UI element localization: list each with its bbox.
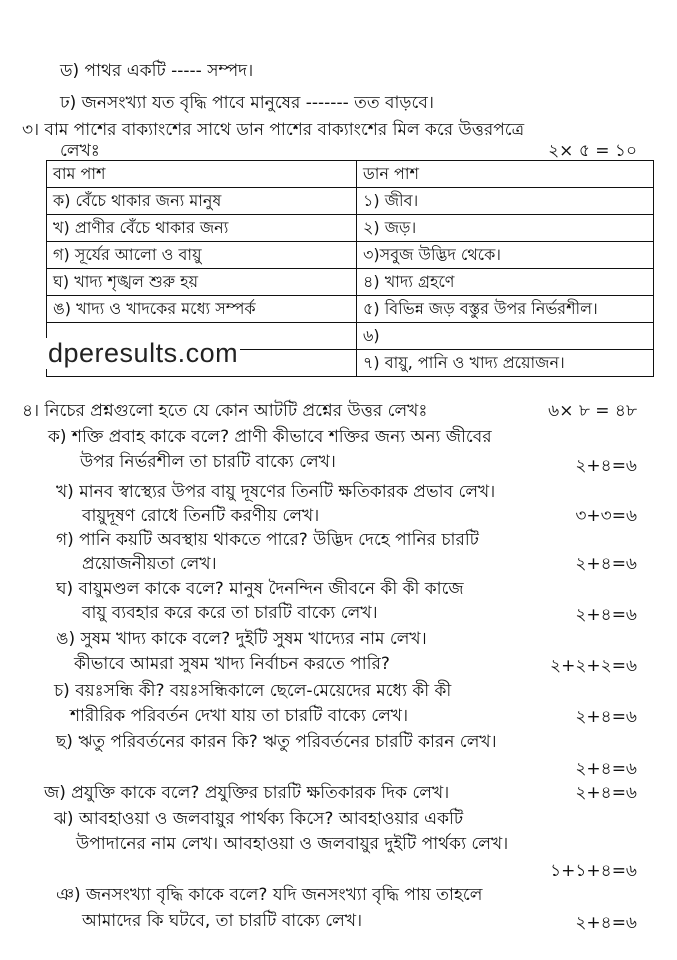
item-dda: ড) পাথর একটি ----- সম্পদ। bbox=[60, 61, 254, 81]
table-header-row bbox=[47, 161, 654, 188]
left-cell: ঘ) খাদ্য শৃঙ্খল শুরু হয় bbox=[47, 269, 357, 296]
right-cell: ৭) বায়ু, পানি ও খাদ্য প্রয়োজন। bbox=[357, 350, 654, 377]
table-row bbox=[47, 296, 654, 323]
q4-item-line1: জ) প্রযুক্তি কাকে বলে? প্রযুক্তির চারটি ক্ষতিকারক দিক লেখ। bbox=[44, 783, 450, 803]
q4-heading: ৪। নিচের প্রশ্নগুলো হতে যে কোন আটটি প্রশ্নের উত্তর লেখঃ bbox=[22, 401, 428, 421]
q4-item-line2: উপর নির্ভরশীল তা চারটি বাক্যে লেখ। bbox=[80, 452, 336, 472]
q4-item-marks: ২+৪=৬ bbox=[575, 554, 637, 574]
right-cell: ৫) বিভিন্ন জড় বস্তুর উপর নির্ভরশীল। bbox=[357, 296, 654, 323]
q4-item-marks: ৩+৩=৬ bbox=[575, 506, 637, 526]
q4-item-line1: ক) শক্তি প্রবাহ কাকে বলে? প্রাণী কীভাবে শক্তির জন্য অন্য জীবের bbox=[48, 427, 492, 447]
right-cell: ৬) bbox=[357, 323, 654, 350]
header-left: বাম পাশ bbox=[47, 161, 357, 188]
q4-item-marks: ২+২+২=৬ bbox=[550, 656, 637, 676]
q3-heading-line2: লেখঃ bbox=[60, 141, 100, 161]
left-cell: গ) সূর্যের আলো ও বায়ু bbox=[47, 242, 357, 269]
q4-item-line2: আমাদের কি ঘটবে, তা চারটি বাক্যে লেখ। bbox=[82, 911, 363, 931]
table-row bbox=[47, 215, 654, 242]
q4-item-marks: ২+৪=৬ bbox=[575, 759, 637, 779]
q4-item-marks: ২+৪=৬ bbox=[575, 913, 637, 933]
q4-item-marks: ১+১+৪=৬ bbox=[550, 861, 637, 881]
left-cell: খ) প্রাণীর বেঁচে থাকার জন্য bbox=[47, 215, 357, 242]
left-cell: ঙ) খাদ্য ও খাদকের মধ্যে সম্পর্ক bbox=[47, 296, 357, 323]
q4-item-line2: শারীরিক পরিবর্তন দেখা যায় তা চারটি বাক্যে লেখ। bbox=[70, 706, 409, 726]
q3-heading-line1: ৩। বাম পাশের বাক্যাংশের সাথে ডান পাশের বাক্যাংশের মিল করে উত্তরপত্রে bbox=[22, 120, 525, 140]
q4-item-line1: চ) বয়ঃসন্ধি কী? বয়ঃসন্ধিকালে ছেলে-মেয়েদের মধ্যে কী কী bbox=[54, 681, 452, 701]
q4-item-line1: ঙ) সুষম খাদ্য কাকে বলে? দুইটি সুষম খাদ্যের নাম লেখ। bbox=[56, 629, 427, 649]
table-row bbox=[47, 269, 654, 296]
right-cell: ৪) খাদ্য গ্রহণে bbox=[357, 269, 654, 296]
q4-item-line1: গ) পানি কয়টি অবস্থায় থাকতে পারে? উদ্ভিদ দেহে পানির চারটি bbox=[56, 530, 479, 550]
right-cell: ১) জীব। bbox=[357, 188, 654, 215]
q4-item-line1: ঞ) জনসংখ্যা বৃদ্ধি কাকে বলে? যদি জনসংখ্যা বৃদ্ধি পায় তাহলে bbox=[56, 885, 483, 905]
q3-marks: ২× ৫ = ১০ bbox=[548, 141, 637, 161]
q4-item-line2: উপাদানের নাম লেখ। আবহাওয়া ও জলবায়ুর দুইটি পার্থক্য লেখ। bbox=[76, 834, 509, 854]
q4-item-line1: ছ) ঋতু পরিবর্তনের কারন কি? ঋতু পরিবর্তনের চারটি কারন লেখ। bbox=[56, 732, 497, 752]
q4-item-line2: প্রয়োজনীয়তা লেখ। bbox=[82, 554, 217, 574]
item-ddha: ঢ) জনসংখ্যা যত বৃদ্ধি পাবে মানুষের ------- তত বাড়বে। bbox=[60, 93, 434, 113]
header-right: ডান পাশ bbox=[357, 161, 654, 188]
q4-item-marks: ২+৪=৬ bbox=[575, 605, 637, 625]
q4-item-line2: বায়ুদূষণ রোধে তিনটি করণীয় লেখ। bbox=[82, 506, 320, 526]
q4-marks: ৬× ৮ = ৪৮ bbox=[548, 401, 637, 421]
left-cell: ক) বেঁচে থাকার জন্য মানুষ bbox=[47, 188, 357, 215]
q4-item-line2: কীভাবে আমরা সুষম খাদ্য নির্বাচন করতে পারি? bbox=[74, 654, 390, 674]
right-cell: ৩)সবুজ উদ্ভিদ থেকে। bbox=[357, 242, 654, 269]
q4-item-line1: ঝ) আবহাওয়া ও জলবায়ুর পার্থক্য কিসে? আবহাওয়ার একটি bbox=[54, 809, 464, 829]
site-watermark: dperesults.com bbox=[48, 338, 239, 368]
q4-item-line1: ঘ) বায়ুমণ্ডল কাকে বলে? মানুষ দৈনন্দিন জীবনে কী কী কাজে bbox=[56, 579, 464, 599]
q4-item-line2: বায়ু ব্যবহার করে করে তা চারটি বাক্যে লেখ। bbox=[82, 603, 378, 623]
table-row bbox=[47, 242, 654, 269]
q4-item-line1: খ) মানব স্বাস্থ্যের উপর বায়ু দূষণের তিনটি ক্ষতিকারক প্রভাব লেখ। bbox=[56, 482, 496, 502]
q4-item-marks: ২+৪=৬ bbox=[575, 783, 637, 803]
q4-item-marks: ২+৪=৬ bbox=[575, 707, 637, 727]
q4-item-marks: ২+৪=৬ bbox=[575, 456, 637, 476]
right-cell: ২) জড়। bbox=[357, 215, 654, 242]
table-row bbox=[47, 188, 654, 215]
